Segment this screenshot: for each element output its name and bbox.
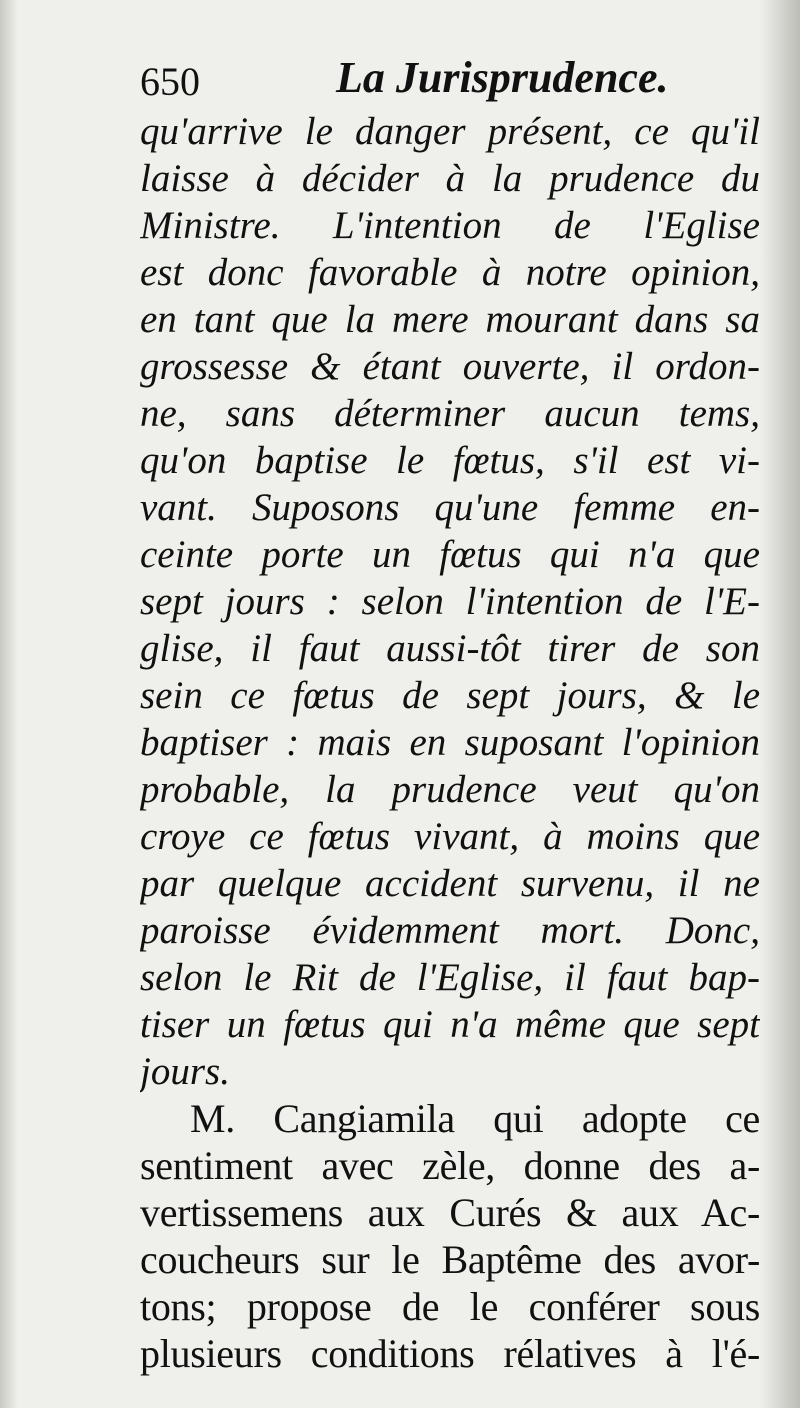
text-line: plusieurs conditions rélatives à l'é- xyxy=(140,1331,760,1376)
text-line: Ministre. L'intention de l'Eglise xyxy=(140,204,760,247)
text-line: est donc favorable à notre opinion, xyxy=(140,251,760,294)
text-line: coucheurs sur le Baptême des avor- xyxy=(140,1237,760,1282)
text-line: vertissemens aux Curés & aux Ac- xyxy=(140,1190,760,1235)
italic-paragraph xyxy=(140,108,760,1095)
text-line: glise, il faut aussi-tôt tirer de son xyxy=(140,627,760,670)
text-line: sept jours : selon l'intention de l'E- xyxy=(140,580,760,623)
text-line: probable, la prudence veut qu'on xyxy=(140,768,760,811)
text-line: vant. Suposons qu'une femme en- xyxy=(140,486,760,529)
text-line: ne, sans déterminer aucun tems, xyxy=(140,392,760,435)
page-left-shadow xyxy=(0,0,18,1408)
text-line: ceinte porte un fœtus qui n'a que xyxy=(140,533,760,576)
text-line: M. Cangiamila qui adopte ce xyxy=(190,1096,760,1141)
text-line: qu'arrive le danger présent, ce qu'il xyxy=(140,110,760,153)
text-line: croye ce fœtus vivant, à moins que xyxy=(140,815,760,858)
running-title: La Jurisprudence. xyxy=(336,53,669,102)
text-line: sein ce fœtus de sept jours, & le xyxy=(140,674,760,717)
text-line: par quelque accident survenu, il ne xyxy=(140,862,760,905)
page-header xyxy=(140,52,760,112)
text-line: tiser un fœtus qui n'a même que sept xyxy=(140,1003,760,1046)
text-line: qu'on baptise le fœtus, s'il est vi- xyxy=(140,439,760,482)
page-number: 650 xyxy=(140,59,200,104)
page-right-shadow xyxy=(760,0,800,1408)
body-text xyxy=(140,108,760,1377)
text-line: grossesse & étant ouverte, il ordon- xyxy=(140,345,760,388)
text-line: baptiser : mais en suposant l'opinion xyxy=(140,721,760,764)
text-line: laisse à décider à la prudence du xyxy=(140,157,760,200)
text-line: sentiment avec zèle, donne des a- xyxy=(140,1143,760,1188)
text-line: en tant que la mere mourant dans sa xyxy=(140,298,760,341)
text-line: tons; propose de le conférer sous xyxy=(140,1284,760,1329)
roman-paragraph xyxy=(140,1095,760,1377)
text-line: paroisse évidemment mort. Donc, xyxy=(140,909,760,952)
text-line: jours. xyxy=(140,1050,230,1093)
text-line: selon le Rit de l'Eglise, il faut bap- xyxy=(140,956,760,999)
